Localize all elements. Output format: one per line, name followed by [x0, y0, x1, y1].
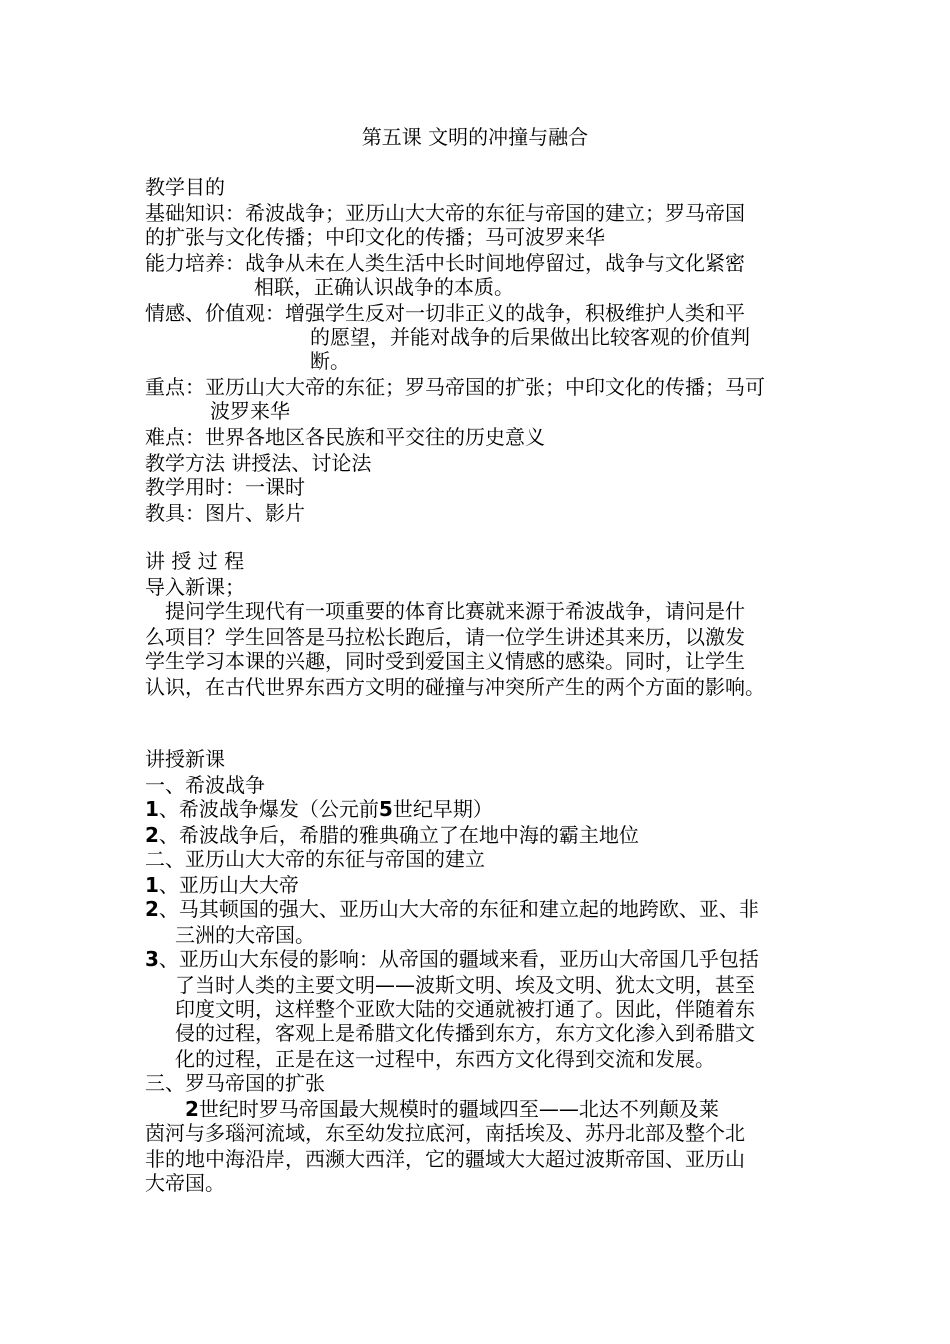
teaching-tools-line: 教具：图片、影片: [145, 501, 305, 525]
section-1-title: 一、希波战争: [145, 773, 265, 797]
basic-knowledge-line-1: 基础知识：希波战争；亚历山大大帝的东征与帝国的建立；罗马帝国: [145, 201, 745, 225]
section-2-item-2-line-1: [145, 896, 759, 922]
item-text: 、希波战争后，希腊的雅典确立了在地中海的霸主地位: [158, 823, 639, 847]
intro-line-4: 认识，在古代世界东西方文明的碰撞与冲突所产生的两个方面的影响。: [145, 675, 765, 699]
section-2-item-3-line-5: 化的过程，正是在这一过程中，东西方文化得到交流和发展。: [175, 1047, 715, 1071]
section-3-para-line-1: [185, 1096, 719, 1122]
emotion-line-1: 情感、价值观：增强学生反对一切非正义的战争，积极维护人类和平: [145, 301, 745, 325]
basic-knowledge-line-2: 的扩张与文化传播；中印文化的传播；马可波罗来华: [145, 225, 605, 249]
intro-line-1: 提问学生现代有一项重要的体育比赛就来源于希波战争，请问是什: [165, 599, 745, 623]
section-2-item-3-line-4: 侵的过程，客观上是希腊文化传播到东方，东方文化渗入到希腊文: [175, 1021, 755, 1045]
item-number: 1: [145, 873, 159, 897]
item-number: 2: [145, 897, 159, 921]
difficulty-line: 难点：世界各地区各民族和平交往的历史意义: [145, 425, 545, 449]
section-3-para-line-3: 非的地中海沿岸，西濒大西洋，它的疆域大大超过波斯帝国、亚历山: [145, 1147, 745, 1171]
section-3-para-line-2: 茵河与多瑙河流域，东至幼发拉底河，南括埃及、苏丹北部及整个北: [145, 1121, 745, 1145]
para-text: 世纪时罗马帝国最大规模时的疆域四至——北达不列颠及莱: [198, 1097, 719, 1121]
intro-line-2: 么项目？学生回答是马拉松长跑后，请一位学生讲述其来历，以激发: [145, 625, 745, 649]
section-2-item-3-line-3: 印度文明，这样整个亚欧大陆的交通就被打通了。因此，伴随着东: [175, 997, 755, 1021]
section-2-item-3-line-2: 了当时人类的主要文明——波斯文明、埃及文明、犹太文明，甚至: [175, 973, 755, 997]
section-3-title: 三、罗马帝国的扩张: [145, 1071, 325, 1095]
emotion-line-2: 的愿望，并能对战争的后果做出比较客观的价值判: [310, 325, 750, 349]
process-heading: 讲 授 过 程: [145, 549, 245, 573]
item-number: 2: [145, 823, 159, 847]
item-number: 3: [145, 947, 159, 971]
section-1-item-2: [145, 822, 639, 848]
section-1-item-1: [145, 796, 493, 822]
ability-line-2: 相联，正确认识战争的本质。: [254, 275, 514, 299]
lesson-title: 第五课 文明的冲撞与融合: [361, 125, 589, 149]
section-2-title: 二、亚历山大大帝的东征与帝国的建立: [145, 847, 485, 871]
key-points-line-1: 重点：亚历山大大帝的东征；罗马帝国的扩张；中印文化的传播；马可: [145, 375, 765, 399]
teaching-time-line: 教学用时：一课时: [145, 475, 305, 499]
item-text: 、亚历山大东侵的影响：从帝国的疆域来看，亚历山大帝国几乎包括: [158, 947, 759, 971]
objectives-heading: 教学目的: [145, 175, 225, 199]
section-3-para-line-4: 大帝国。: [145, 1171, 225, 1195]
section-2-item-2-line-2: 三洲的大帝国。: [175, 923, 315, 947]
new-lesson-heading: 讲授新课: [145, 747, 225, 771]
ability-line-1: 能力培养：战争从未在人类生活中长时间地停留过，战争与文化紧密: [145, 251, 745, 275]
item-text: 、马其顿国的强大、亚历山大大帝的东征和建立起的地跨欧、亚、非: [158, 897, 759, 921]
item-text: 、希波战争爆发（公元前: [158, 797, 379, 821]
section-2-item-3-line-1: [145, 946, 759, 972]
section-2-item-1: [145, 872, 299, 898]
intro-heading: 导入新课；: [145, 575, 245, 599]
item-number: 1: [145, 797, 159, 821]
century-number: 5: [378, 797, 393, 821]
key-points-line-2: 波罗来华: [210, 399, 290, 423]
century-number: 2: [185, 1097, 199, 1121]
teaching-method-line: 教学方法 讲授法、讨论法: [145, 451, 372, 475]
intro-line-3: 学生学习本课的兴趣，同时受到爱国主义情感的感染。同时，让学生: [145, 649, 745, 673]
emotion-line-3: 断。: [310, 349, 350, 373]
item-text: 、亚历山大大帝: [158, 873, 299, 897]
item-text-cont: 世纪早期）: [392, 797, 493, 821]
